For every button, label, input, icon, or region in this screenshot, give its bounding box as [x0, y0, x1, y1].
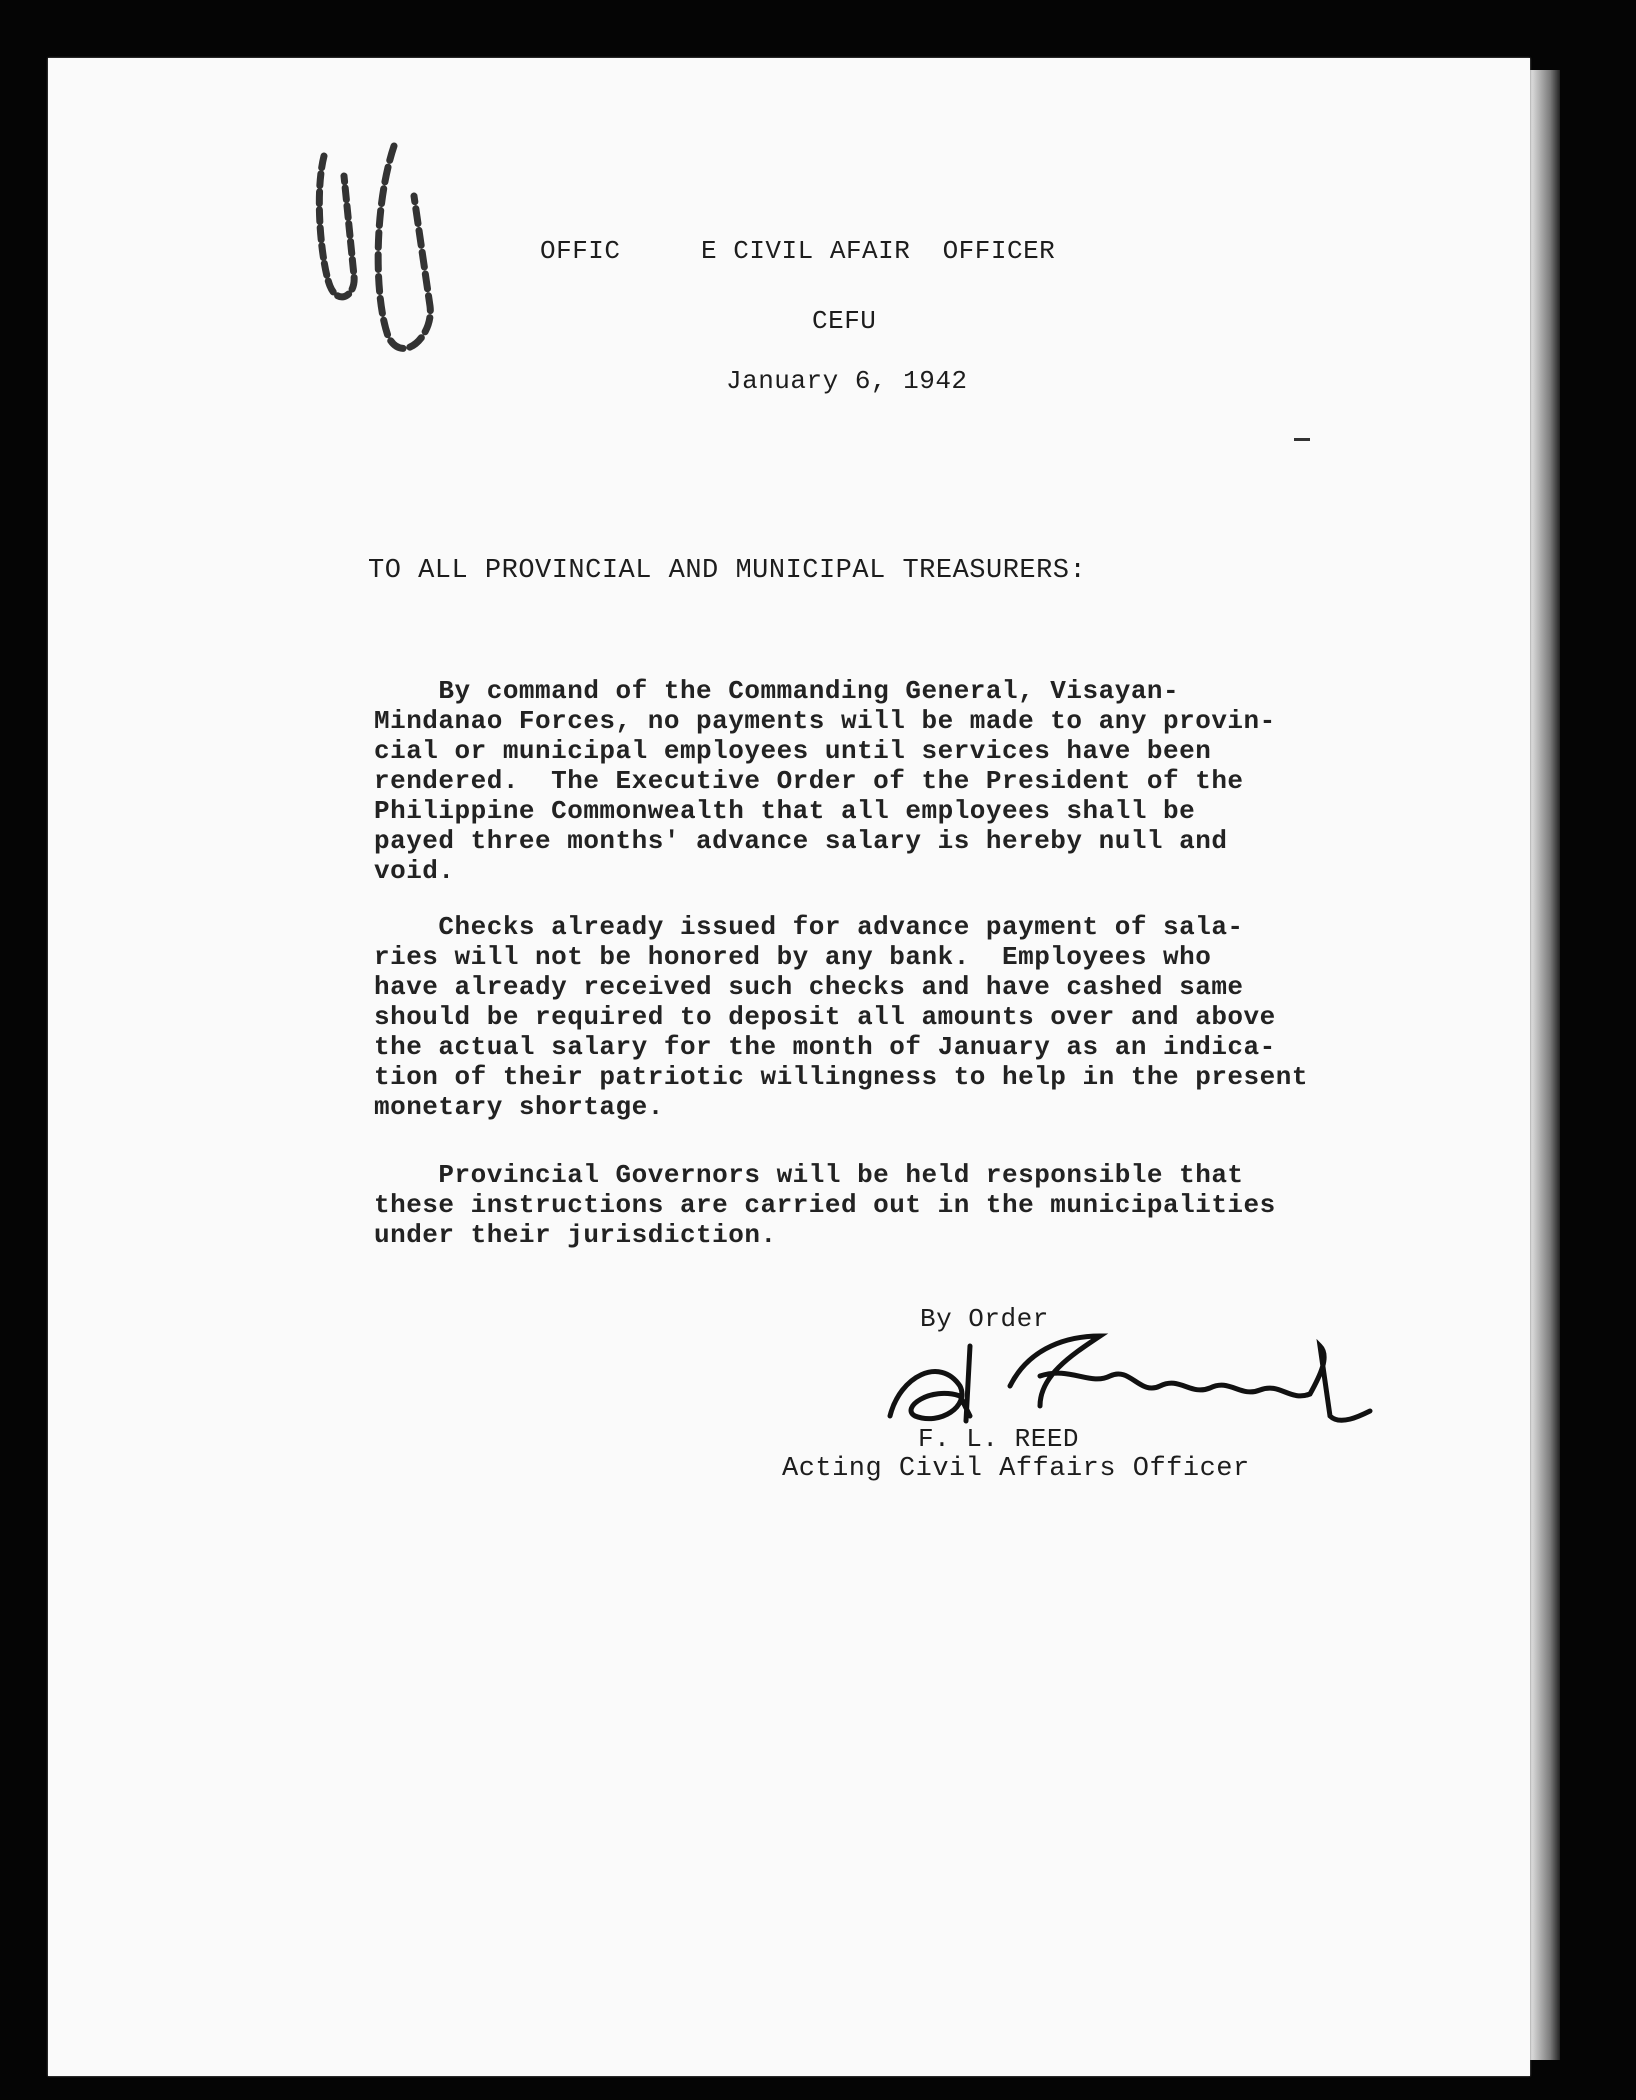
office-heading: OFFIC E CIVIL AFAIR OFFICER	[540, 236, 1056, 266]
paragraph-2: Checks already issued for advance payment of sala- ries will not be honored by any bank. Employees who have already received such checks and have cashed same should be required to deposit all amounts over and above the actual salary for the month of January as an indica- tion of their patriotic willingness to help in the present monetary shortage.	[374, 912, 1308, 1122]
paragraph-1: By command of the Commanding General, Visayan- Mindanao Forces, no payments will be made to any provin- cial or municipal employees until services have been rendered. The Executive Order of the President of the Philippine Commonwealth that all employees shall be payed three months' advance salary is hereby null and void.	[374, 676, 1276, 886]
letter-date: January 6, 1942	[726, 366, 968, 396]
signer-name: F. L. REED	[918, 1424, 1080, 1454]
stray-dash-mark	[1294, 438, 1310, 441]
paragraph-3: Provincial Governors will be held responsible that these instructions are carried out in the municipalities under their jurisdiction.	[374, 1160, 1276, 1250]
city-heading: CEFU	[812, 306, 877, 336]
salutation: TO ALL PROVINCIAL AND MUNICIPAL TREASURERS:	[368, 556, 1087, 586]
signer-title: Acting Civil Affairs Officer	[782, 1454, 1250, 1484]
closing-by-order: By Order	[920, 1304, 1049, 1334]
handwritten-signature	[870, 1316, 1430, 1436]
paperclip-mark	[304, 136, 484, 356]
